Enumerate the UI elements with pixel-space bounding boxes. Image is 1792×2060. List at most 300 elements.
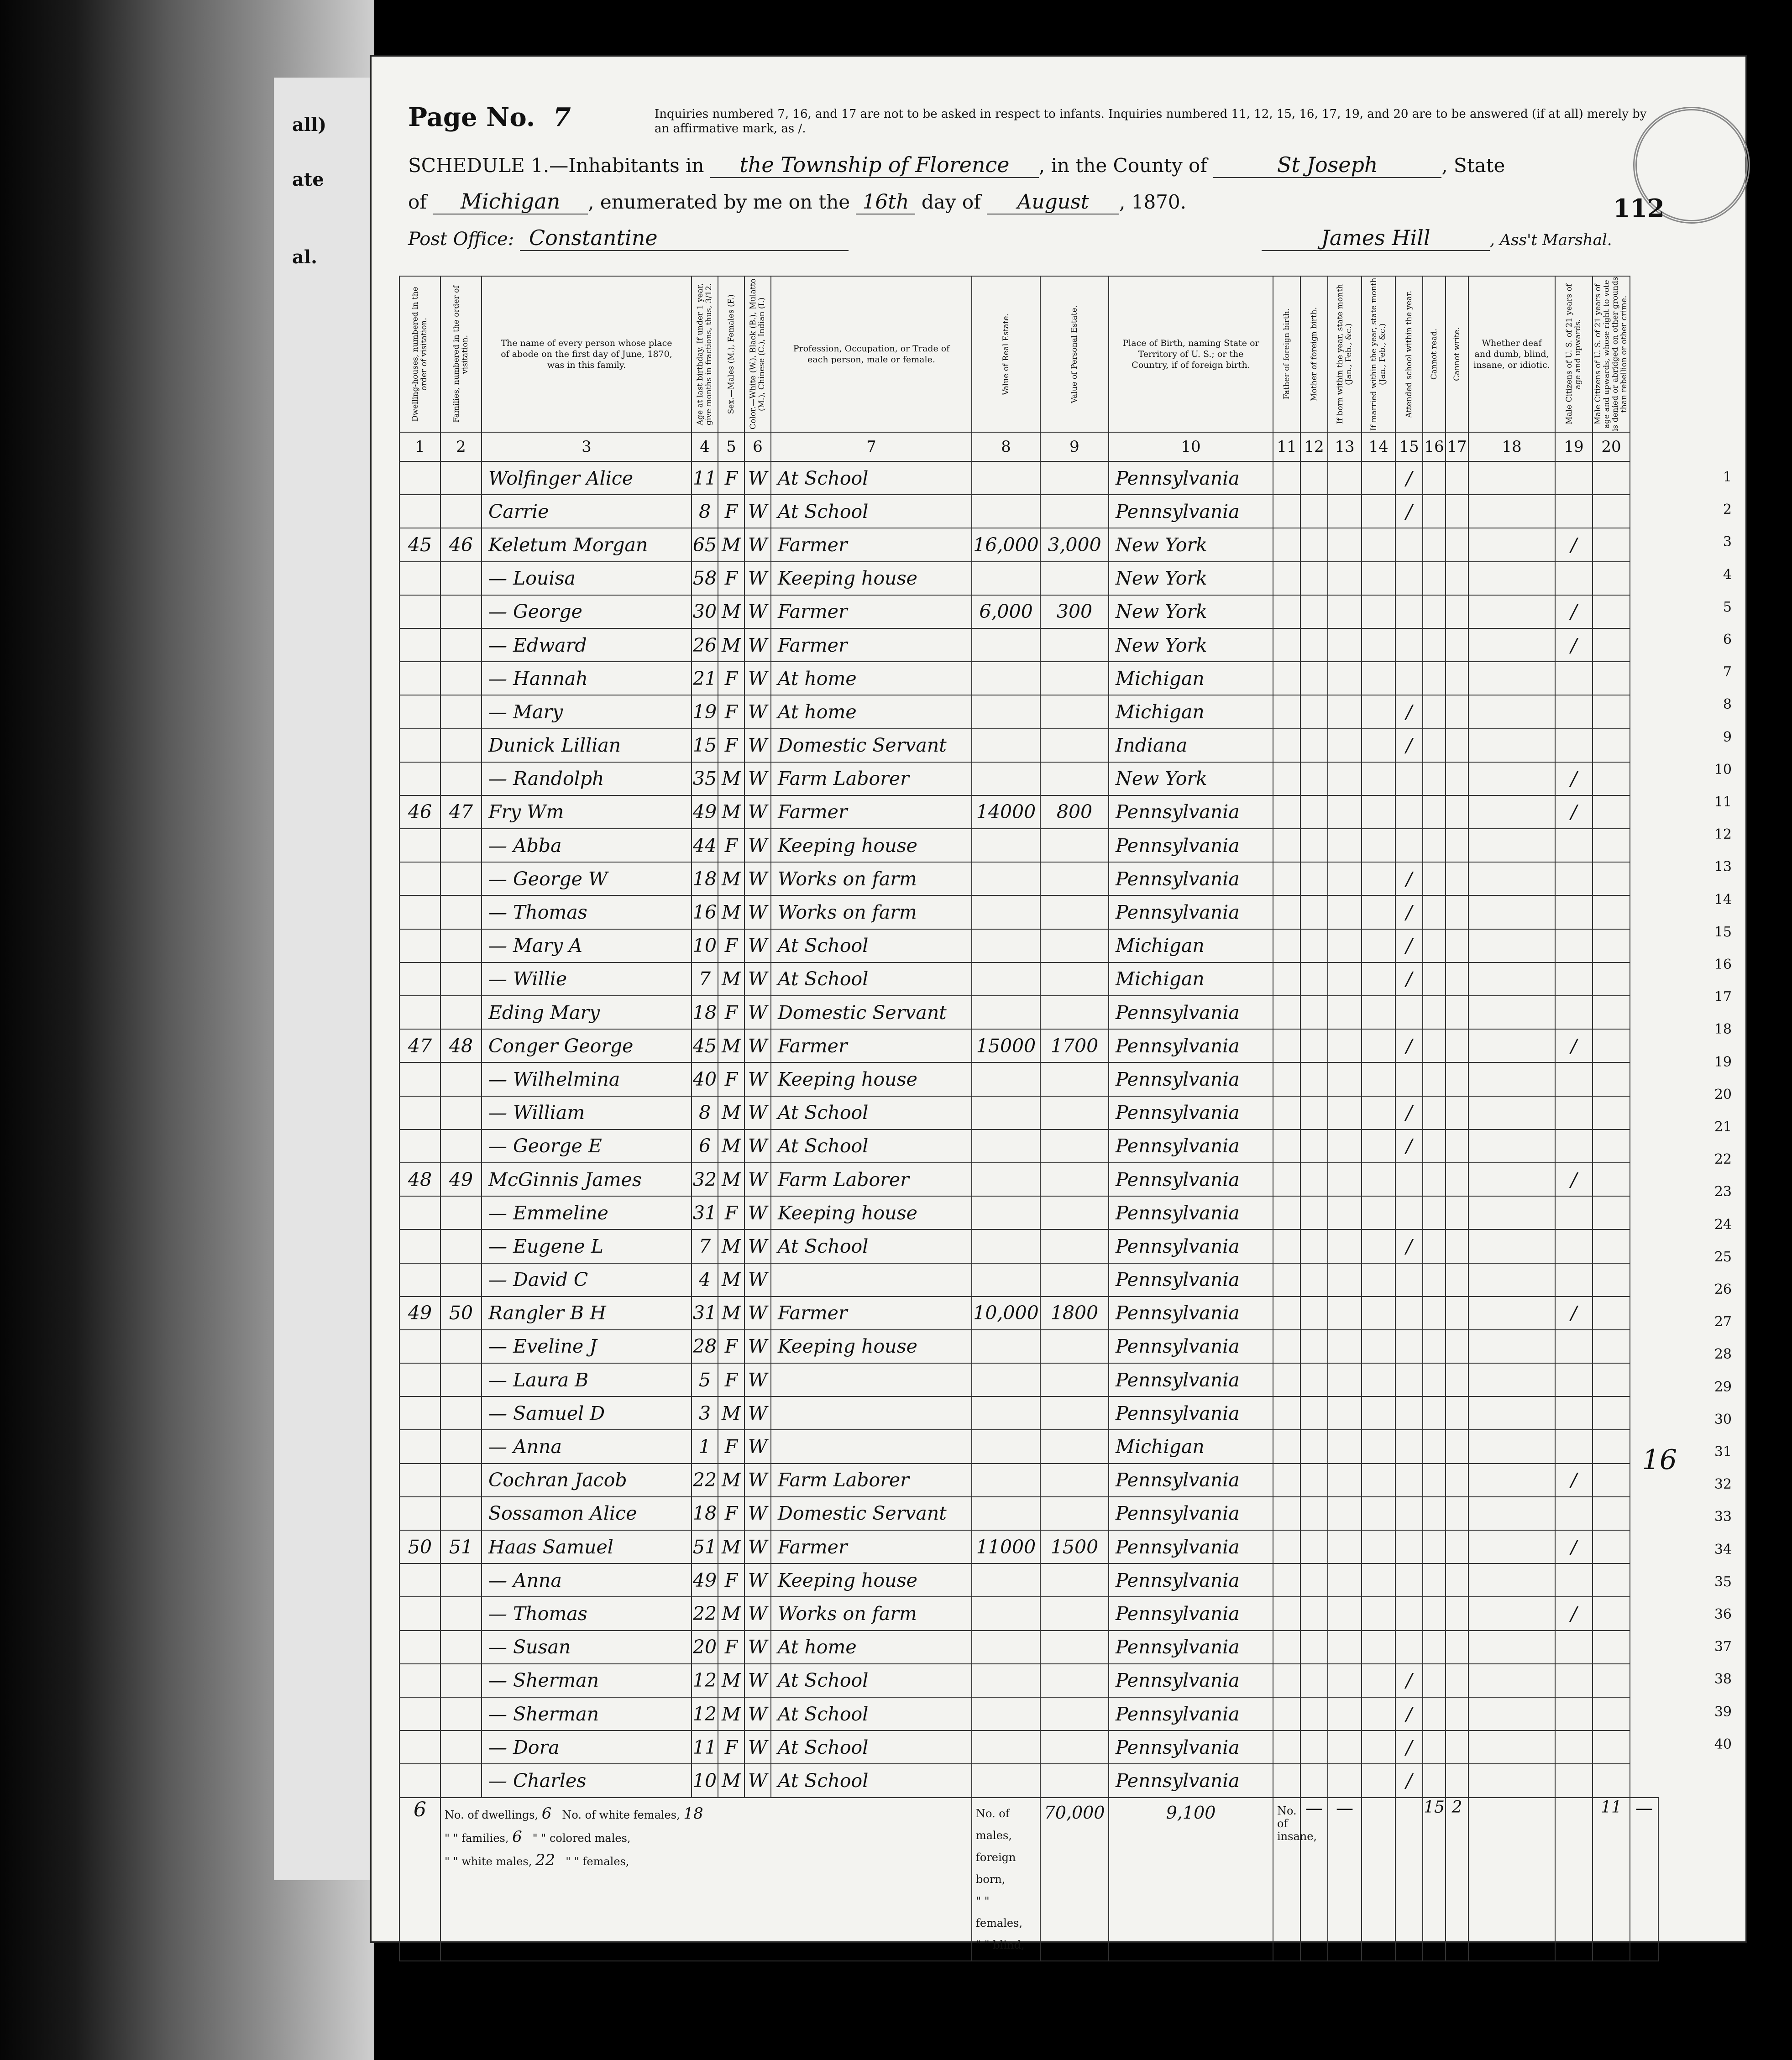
- table-row: [399, 1764, 1658, 1797]
- family-number: [440, 1664, 482, 1697]
- vote-denied: [1593, 695, 1630, 728]
- dwelling-number: [399, 628, 440, 662]
- occupation: [771, 1396, 972, 1430]
- col-header: Place of Birth, naming State or Territory of U. S.; or the Country, if of foreign birth.: [1109, 276, 1273, 432]
- cannot-read: [1423, 1229, 1446, 1263]
- father-foreign: [1273, 1497, 1300, 1530]
- col-number: 20: [1593, 432, 1630, 461]
- age: 28: [692, 1330, 718, 1363]
- cannot-read: [1423, 1396, 1446, 1430]
- occupation: Domestic Servant: [771, 1497, 972, 1530]
- color: W: [744, 662, 771, 695]
- vote-denied: [1593, 929, 1630, 962]
- cannot-read: [1423, 1297, 1446, 1330]
- mother-foreign: [1300, 695, 1328, 728]
- birthplace: New York: [1109, 595, 1273, 628]
- family-number: [440, 1497, 482, 1530]
- married-within-year: [1362, 1363, 1395, 1396]
- line-number: 7: [1723, 664, 1732, 680]
- vote-denied: [1593, 1330, 1630, 1363]
- vote-denied: [1593, 1497, 1630, 1530]
- sex: M: [718, 1530, 744, 1563]
- vote-denied: [1593, 996, 1630, 1029]
- disability: [1468, 1229, 1555, 1263]
- dwelling-number: [399, 762, 440, 795]
- family-number: 51: [440, 1530, 482, 1563]
- birthplace: New York: [1109, 562, 1273, 595]
- attended-school: /: [1395, 929, 1423, 962]
- male-citizen: [1555, 996, 1593, 1029]
- birthplace: Pennsylvania: [1109, 495, 1273, 528]
- family-number: [440, 662, 482, 695]
- cannot-write: [1446, 1396, 1468, 1430]
- father-foreign: [1273, 1196, 1300, 1229]
- disability: [1468, 1263, 1555, 1297]
- personal-estate-value: [1040, 729, 1109, 762]
- person-name: Haas Samuel: [482, 1530, 692, 1563]
- personal-estate-value: [1040, 1563, 1109, 1597]
- sex: F: [718, 662, 744, 695]
- total-col-16: 2: [1446, 1798, 1468, 1961]
- father-foreign: [1273, 1129, 1300, 1163]
- age: 58: [692, 562, 718, 595]
- male-citizen: [1555, 1363, 1593, 1396]
- disability: [1468, 729, 1555, 762]
- sheet-number: 112: [1613, 193, 1665, 223]
- sex: M: [718, 1129, 744, 1163]
- male-citizen: /: [1555, 1029, 1593, 1062]
- married-within-year: [1362, 1530, 1395, 1563]
- color: W: [744, 1497, 771, 1530]
- attended-school: [1395, 1530, 1423, 1563]
- male-citizen: [1555, 461, 1593, 495]
- margin-note: 16: [1642, 1444, 1677, 1476]
- mother-foreign: [1300, 996, 1328, 1029]
- dwelling-number: [399, 1096, 440, 1129]
- census-page: [370, 55, 1747, 1951]
- born-within-year: [1328, 962, 1362, 996]
- dwelling-number: [399, 1731, 440, 1764]
- age: 6: [692, 1129, 718, 1163]
- color: W: [744, 1396, 771, 1430]
- table-row: [399, 829, 1658, 862]
- marshal-line: James Hill , Ass't Marshal.: [1262, 225, 1612, 251]
- born-within-year: [1328, 1563, 1362, 1597]
- age: 1: [692, 1430, 718, 1463]
- father-foreign: [1273, 762, 1300, 795]
- mother-foreign: [1300, 1229, 1328, 1263]
- family-number: [440, 1196, 482, 1229]
- personal-estate-value: [1040, 1597, 1109, 1630]
- line-number: 39: [1714, 1704, 1732, 1720]
- birthplace: Pennsylvania: [1109, 1764, 1273, 1797]
- married-within-year: [1362, 1396, 1395, 1430]
- table-row: [399, 1464, 1658, 1497]
- real-estate-value: [972, 1597, 1040, 1630]
- dwelling-number: [399, 595, 440, 628]
- person-name: — Willie: [482, 962, 692, 996]
- age: 22: [692, 1464, 718, 1497]
- cannot-read: [1423, 1129, 1446, 1163]
- col-number: 5: [718, 432, 744, 461]
- mother-foreign: [1300, 1196, 1328, 1229]
- occupation: Farmer: [771, 1530, 972, 1563]
- father-foreign: [1273, 1163, 1300, 1196]
- line-number: 27: [1714, 1314, 1732, 1330]
- cannot-write: [1446, 1497, 1468, 1530]
- disability: [1468, 1464, 1555, 1497]
- male-citizen: [1555, 895, 1593, 929]
- disability: [1468, 1330, 1555, 1363]
- family-number: [440, 595, 482, 628]
- cannot-write: [1446, 695, 1468, 728]
- born-within-year: [1328, 495, 1362, 528]
- real-estate-value: [972, 1430, 1040, 1463]
- person-name: Wolfinger Alice: [482, 461, 692, 495]
- birthplace: Michigan: [1109, 1430, 1273, 1463]
- personal-estate-value: [1040, 1631, 1109, 1664]
- cannot-write: [1446, 562, 1468, 595]
- sex: M: [718, 1263, 744, 1297]
- sex: F: [718, 1563, 744, 1597]
- male-citizen: [1555, 829, 1593, 862]
- personal-estate-value: [1040, 695, 1109, 728]
- father-foreign: [1273, 1062, 1300, 1096]
- person-name: — Randolph: [482, 762, 692, 795]
- disability: [1468, 1297, 1555, 1330]
- age: 7: [692, 962, 718, 996]
- table-row: [399, 628, 1658, 662]
- father-foreign: [1273, 1464, 1300, 1497]
- person-name: — Wilhelmina: [482, 1062, 692, 1096]
- line-number: 20: [1714, 1086, 1732, 1103]
- birthplace: Pennsylvania: [1109, 1497, 1273, 1530]
- male-citizen: /: [1555, 1597, 1593, 1630]
- age: 11: [692, 461, 718, 495]
- person-name: — Emmeline: [482, 1196, 692, 1229]
- married-within-year: [1362, 729, 1395, 762]
- col-header: Color.—White (W.), Black (B.), Mulatto (M.), Chinese (C.), Indian (I.): [744, 276, 771, 432]
- dwelling-number: [399, 829, 440, 862]
- disability: [1468, 862, 1555, 895]
- age: 30: [692, 595, 718, 628]
- dwelling-number: [399, 1697, 440, 1731]
- attended-school: [1395, 1297, 1423, 1330]
- mother-foreign: [1300, 962, 1328, 996]
- father-foreign: [1273, 1330, 1300, 1363]
- table-row: [399, 562, 1658, 595]
- table-row: [399, 1563, 1658, 1597]
- table-row: [399, 895, 1658, 929]
- married-within-year: [1362, 929, 1395, 962]
- dwelling-number: [399, 1597, 440, 1630]
- sex: M: [718, 1229, 744, 1263]
- sex: F: [718, 929, 744, 962]
- age: 65: [692, 528, 718, 561]
- disability: [1468, 1029, 1555, 1062]
- sex: F: [718, 1731, 744, 1764]
- vote-denied: [1593, 1464, 1630, 1497]
- color: W: [744, 628, 771, 662]
- person-name: — George: [482, 595, 692, 628]
- col-header: Cannot read.: [1423, 276, 1446, 432]
- vote-denied: [1593, 895, 1630, 929]
- vote-denied: [1593, 1029, 1630, 1062]
- family-number: [440, 862, 482, 895]
- birthplace: Pennsylvania: [1109, 1129, 1273, 1163]
- cannot-write: [1446, 1464, 1468, 1497]
- personal-estate-value: [1040, 1764, 1109, 1797]
- mother-foreign: [1300, 562, 1328, 595]
- column-numbers: [399, 432, 1658, 461]
- cannot-write: [1446, 1196, 1468, 1229]
- person-name: — Eugene L: [482, 1229, 692, 1263]
- attended-school: /: [1395, 1096, 1423, 1129]
- born-within-year: [1328, 662, 1362, 695]
- age: 10: [692, 929, 718, 962]
- married-within-year: [1362, 528, 1395, 561]
- father-foreign: [1273, 1697, 1300, 1731]
- person-name: — Samuel D: [482, 1396, 692, 1430]
- attended-school: [1395, 1196, 1423, 1229]
- family-number: [440, 1597, 482, 1630]
- sex: F: [718, 1363, 744, 1396]
- disability: [1468, 1396, 1555, 1430]
- father-foreign: [1273, 1764, 1300, 1797]
- cannot-write: [1446, 1129, 1468, 1163]
- disability: [1468, 1597, 1555, 1630]
- age: 16: [692, 895, 718, 929]
- line-number: 4: [1723, 566, 1732, 583]
- disability: [1468, 662, 1555, 695]
- color: W: [744, 1229, 771, 1263]
- vote-denied: [1593, 1430, 1630, 1463]
- vote-denied: [1593, 595, 1630, 628]
- birthplace: Michigan: [1109, 929, 1273, 962]
- vote-denied: [1593, 1096, 1630, 1129]
- birthplace: Michigan: [1109, 695, 1273, 728]
- born-within-year: [1328, 1229, 1362, 1263]
- real-estate-value: [972, 762, 1040, 795]
- attended-school: /: [1395, 895, 1423, 929]
- table-row: [399, 662, 1658, 695]
- person-name: — Laura B: [482, 1363, 692, 1396]
- person-name: — Eveline J: [482, 1330, 692, 1363]
- birthplace: Pennsylvania: [1109, 1263, 1273, 1297]
- county-field: St Joseph: [1213, 152, 1441, 178]
- birthplace: Pennsylvania: [1109, 1330, 1273, 1363]
- person-name: Fry Wm: [482, 795, 692, 829]
- adjacent-page-fragment: ate: [292, 169, 324, 190]
- born-within-year: [1328, 1731, 1362, 1764]
- mother-foreign: [1300, 795, 1328, 829]
- color: W: [744, 795, 771, 829]
- attended-school: /: [1395, 495, 1423, 528]
- male-citizen: [1555, 1697, 1593, 1731]
- real-estate-value: [972, 1631, 1040, 1664]
- father-foreign: [1273, 695, 1300, 728]
- occupation: At School: [771, 1764, 972, 1797]
- disability: [1468, 1430, 1555, 1463]
- mother-foreign: [1300, 895, 1328, 929]
- cannot-read: [1423, 1697, 1446, 1731]
- birthplace: Pennsylvania: [1109, 1196, 1273, 1229]
- vote-denied: [1593, 795, 1630, 829]
- sex: M: [718, 1464, 744, 1497]
- personal-estate-value: 1800: [1040, 1297, 1109, 1330]
- col-header: Whether deaf and dumb, blind, insane, or idiotic.: [1468, 276, 1555, 432]
- table-row: [399, 996, 1658, 1029]
- table-row: [399, 862, 1658, 895]
- real-estate-value: [972, 1196, 1040, 1229]
- born-within-year: [1328, 1096, 1362, 1129]
- occupation: At School: [771, 461, 972, 495]
- married-within-year: [1362, 562, 1395, 595]
- line-number: 36: [1714, 1606, 1732, 1622]
- col-header: Father of foreign birth.: [1273, 276, 1300, 432]
- dwelling-number: 50: [399, 1530, 440, 1563]
- occupation: At School: [771, 929, 972, 962]
- mother-foreign: [1300, 528, 1328, 561]
- table-row: [399, 1096, 1658, 1129]
- married-within-year: [1362, 1697, 1395, 1731]
- father-foreign: [1273, 495, 1300, 528]
- personal-estate-value: [1040, 1430, 1109, 1463]
- line-number: 17: [1714, 989, 1732, 1005]
- occupation: At School: [771, 495, 972, 528]
- mother-foreign: [1300, 1029, 1328, 1062]
- total-col-17: [1468, 1798, 1555, 1961]
- age: 5: [692, 1363, 718, 1396]
- family-number: [440, 762, 482, 795]
- birthplace: Michigan: [1109, 962, 1273, 996]
- attended-school: /: [1395, 729, 1423, 762]
- color: W: [744, 1330, 771, 1363]
- age: 35: [692, 762, 718, 795]
- table-row: [399, 1363, 1658, 1396]
- cannot-write: [1446, 1062, 1468, 1096]
- disability: [1468, 1631, 1555, 1664]
- table-row: [399, 1330, 1658, 1363]
- table-row: [399, 962, 1658, 996]
- mother-foreign: [1300, 1764, 1328, 1797]
- table-row: [399, 695, 1658, 728]
- person-name: Carrie: [482, 495, 692, 528]
- disability: [1468, 795, 1555, 829]
- line-number: 26: [1714, 1281, 1732, 1297]
- color: W: [744, 1631, 771, 1664]
- born-within-year: [1328, 1330, 1362, 1363]
- vote-denied: [1593, 1297, 1630, 1330]
- sex: M: [718, 1597, 744, 1630]
- line-number: 5: [1723, 599, 1732, 615]
- personal-estate-value: [1040, 1497, 1109, 1530]
- married-within-year: [1362, 628, 1395, 662]
- dwelling-number: 47: [399, 1029, 440, 1062]
- father-foreign: [1273, 662, 1300, 695]
- attended-school: [1395, 1563, 1423, 1597]
- family-number: [440, 1631, 482, 1664]
- dwelling-number: [399, 962, 440, 996]
- dwelling-number: [399, 1229, 440, 1263]
- mother-foreign: [1300, 1497, 1328, 1530]
- mother-foreign: [1300, 628, 1328, 662]
- cannot-read: [1423, 962, 1446, 996]
- sex: F: [718, 695, 744, 728]
- occupation: At home: [771, 1631, 972, 1664]
- born-within-year: [1328, 528, 1362, 561]
- family-number: [440, 628, 482, 662]
- adjacent-page-fragment: all): [292, 114, 327, 136]
- real-estate-value: [972, 862, 1040, 895]
- cannot-write: [1446, 795, 1468, 829]
- real-estate-value: [972, 1263, 1040, 1297]
- line-number: 35: [1714, 1574, 1732, 1590]
- township-field: the Township of Florence: [710, 152, 1039, 178]
- real-estate-value: [972, 1096, 1040, 1129]
- personal-estate-value: [1040, 1697, 1109, 1731]
- col-number: 2: [440, 432, 482, 461]
- family-number: [440, 1330, 482, 1363]
- sex: M: [718, 1396, 744, 1430]
- disability: [1468, 1563, 1555, 1597]
- mother-foreign: [1300, 729, 1328, 762]
- born-within-year: [1328, 862, 1362, 895]
- male-citizen: [1555, 662, 1593, 695]
- mother-foreign: [1300, 1731, 1328, 1764]
- person-name: — William: [482, 1096, 692, 1129]
- father-foreign: [1273, 729, 1300, 762]
- mother-foreign: [1300, 929, 1328, 962]
- disability: [1468, 461, 1555, 495]
- person-name: — Susan: [482, 1631, 692, 1664]
- color: W: [744, 729, 771, 762]
- attended-school: /: [1395, 1229, 1423, 1263]
- occupation: At home: [771, 662, 972, 695]
- table-row: [399, 1196, 1658, 1229]
- vote-denied: [1593, 528, 1630, 561]
- table-row: [399, 1597, 1658, 1630]
- color: W: [744, 962, 771, 996]
- dwelling-number: [399, 1196, 440, 1229]
- family-number: [440, 1697, 482, 1731]
- occupation: Keeping house: [771, 1563, 972, 1597]
- male-citizen: [1555, 1096, 1593, 1129]
- family-number: [440, 1062, 482, 1096]
- occupation: [771, 1430, 972, 1463]
- occupation: Farmer: [771, 628, 972, 662]
- sex: M: [718, 628, 744, 662]
- male-citizen: [1555, 1631, 1593, 1664]
- color: W: [744, 996, 771, 1029]
- col-header: Age at last birthday. If under 1 year, give months in fractions, thus, 3/12.: [692, 276, 718, 432]
- born-within-year: [1328, 1163, 1362, 1196]
- sex: F: [718, 729, 744, 762]
- real-estate-value: 15000: [972, 1029, 1040, 1062]
- line-number: 16: [1714, 957, 1732, 972]
- family-number: [440, 495, 482, 528]
- color: W: [744, 1430, 771, 1463]
- color: W: [744, 495, 771, 528]
- vote-denied: [1593, 729, 1630, 762]
- line-number: 22: [1714, 1151, 1732, 1168]
- father-foreign: [1273, 829, 1300, 862]
- col-number: 11: [1273, 432, 1300, 461]
- col-header: Value of Real Estate.: [972, 276, 1040, 432]
- birthplace: Pennsylvania: [1109, 1631, 1273, 1664]
- personal-estate-value: [1040, 1731, 1109, 1764]
- male-citizen: [1555, 1664, 1593, 1697]
